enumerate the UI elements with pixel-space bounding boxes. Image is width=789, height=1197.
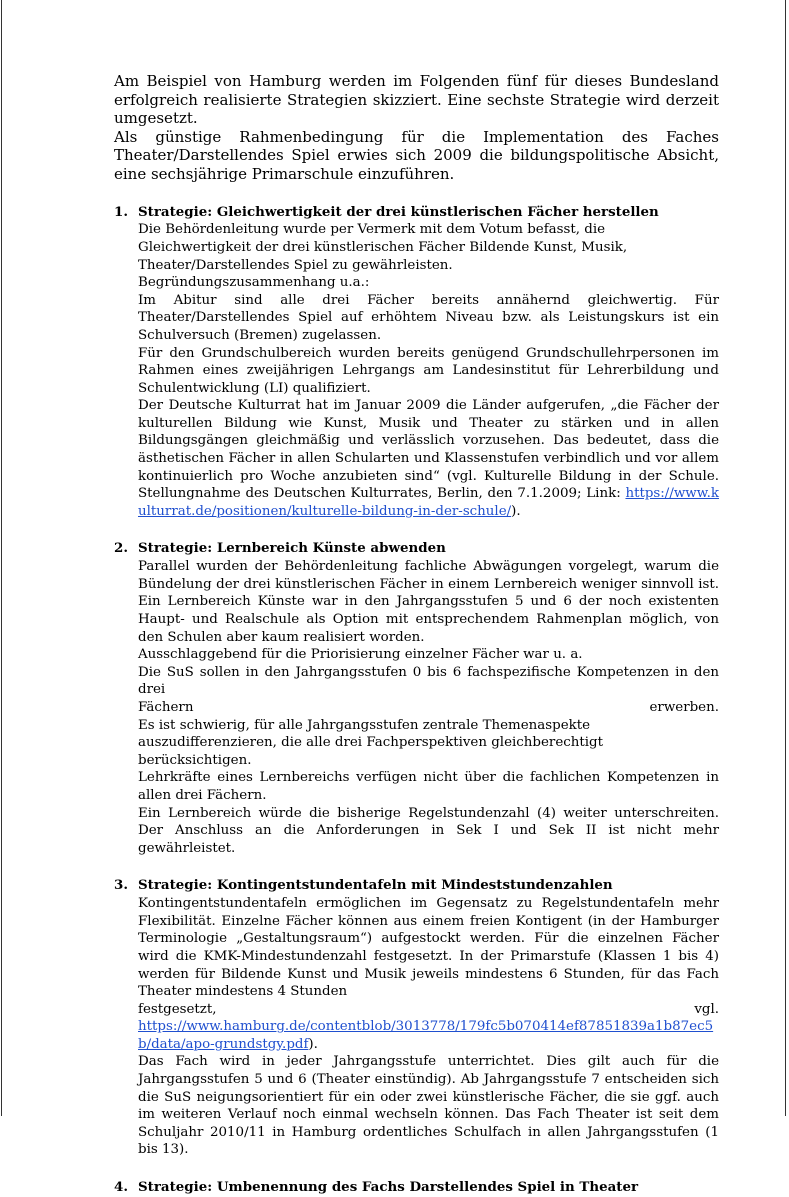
intro-paragraph: Am Beispiel von Hamburg werden im Folgenden fünf für dieses Bundesland erfolgreich realisierte Strategien skizziert. Eine sechste Strategie wird derzeit umgesetzt. <box>114 72 719 128</box>
strategy-section-3 <box>114 877 719 1159</box>
line-start: festgesetzt, <box>138 1001 217 1017</box>
strategy-title: Strategie: Lernbereich Künste abwenden <box>138 540 446 557</box>
line-end: erwerben. <box>649 700 719 715</box>
strategy-number: 4. <box>114 1179 128 1196</box>
intro-section <box>114 72 719 184</box>
strategy-paragraph: Begründungszusammenhang u.a.: <box>138 275 370 291</box>
strategy-paragraph: Im Abitur sind alle drei Fächer bereits annähernd gleichwertig. Für Theater/Darstellendes Spiel auf erhöhtem Niveau bzw. als Leistungskurs ist ein Schulversuch (Bremen) zugelassen. <box>138 292 719 343</box>
strategy-paragraph: Kontingentstundentafeln ermöglichen im Gegensatz zu Regelstundentafeln mehr Flexibilität. Einzelne Fächer können aus einem freien Kontigent (in der Hamburger Terminologie „Gestaltungsraum“) aufgestockt werden. Für die einzelnen Fächer wird die KMK-Mindestundenzahl festgesetzt. In der Primarstufe (Klassen 1 bis 4) werden für Bildende Kunst und Musik jeweils mindestens 6 Stunden, für das Fach Theater mindestens 4 Stunden <box>138 896 719 1000</box>
strategy-section-4 <box>114 1179 719 1197</box>
hamburg-apo-link[interactable]: https://www.hamburg.de/contentblob/3013778/179fc5b070414ef87851839a1b87ec5b/data/apo-grundstgy.pdf <box>138 1019 714 1052</box>
document-content <box>114 72 719 1197</box>
intro-paragraph: Als günstige Rahmenbedingung für die Implementation des Faches Theater/Darstellendes Spiel erwies sich 2009 die bildungspolitische Absicht, eine sechsjährige Primarschule einzuführen. <box>114 127 719 183</box>
strategy-paragraph <box>138 1018 719 1053</box>
strategy-paragraph <box>138 397 719 520</box>
strategy-paragraph: Lehrkräfte eines Lernbereichs verfügen nicht über die fachlichen Kompetenzen in allen drei Fächern. <box>138 770 719 803</box>
line-start: Fächern <box>138 700 194 715</box>
strategy-title: Strategie: Umbenennung des Fachs Darstellendes Spiel in Theater <box>138 1179 639 1196</box>
strategy-paragraph: Das Fach wird in jeder Jahrgangsstufe unterrichtet. Dies gilt auch für die Jahrgangsstufen 5 und 6 (Theater einstündig). Ab Jahrgangsstufe 7 entscheiden sich die SuS neigungsorientiert für ein oder zwei künstlerische Fächer, die sie ggf. auch im weiteren Verlauf noch einmal wechseln können. Das Fach Theater ist seit dem Schuljahr 2010/11 in Hamburg ordentliches Schulfach in allen Jahrgangsstufen (1 bis 13). <box>138 1054 719 1158</box>
strategy-title: Strategie: Kontingentstundentafeln mit Mindeststundenzahlen <box>138 877 613 894</box>
strategy-section-1 <box>114 204 719 521</box>
strategy-paragraph: Es ist schwierig, für alle Jahrgangsstufen zentrale Themenaspekte auszudifferenzieren, die alle drei Fachperspektiven gleichberechtigt berücksichtigen. <box>138 717 603 768</box>
justified-line <box>138 699 719 717</box>
strategy-title: Strategie: Gleichwertigkeit der drei künstlerischen Fächer herstellen <box>138 203 659 220</box>
link-suffix: ). <box>308 1036 318 1052</box>
strategy-paragraph: Die SuS sollen in den Jahrgangsstufen 0 bis 6 fachspezifische Kompetenzen in den drei <box>138 664 719 698</box>
kulturrat-link[interactable]: https://www.kulturrat.de/positionen/kulturelle-bildung-in-der-schule/ <box>138 486 719 519</box>
strategy-number: 2. <box>114 540 128 557</box>
strategy-paragraph: Für den Grundschulbereich wurden bereits genügend Grundschullehrpersonen im Rahmen eines zweijährigen Lehrgangs am Landesinstitut für Lehrerbildung und Schulentwicklung (LI) qualifiziert. <box>138 345 719 396</box>
link-suffix: ). <box>511 503 521 519</box>
justified-line <box>138 1001 719 1019</box>
strategy-paragraph: Die Behördenleitung wurde per Vermerk mit dem Votum befasst, die Gleichwertigkeit der drei künstlerischen Fächer Bildende Kunst, Musik, Theater/Darstellendes Spiel zu gewährleisten. <box>138 222 628 273</box>
strategy-number: 1. <box>114 203 128 220</box>
strategy-paragraph: Ausschlaggebend für die Priorisierung einzelner Fächer war u. a. <box>138 647 583 663</box>
strategy-number: 3. <box>114 877 128 894</box>
line-end: vgl. <box>694 1001 719 1017</box>
strategy-section-2 <box>114 540 719 857</box>
strategy-paragraph: Ein Lernbereich würde die bisherige Regelstundenzahl (4) weiter unterschreiten. Der Anschluss an die Anforderungen in Sek I und Sek II ist nicht mehr gewährleistet. <box>138 805 719 856</box>
strategy-paragraph: Parallel wurden der Behördenleitung fachliche Abwägungen vorgelegt, warum die Bündelung der drei künstlerischen Fächer in einem Lernbereich weniger sinnvoll ist. Ein Lernbereich Künste war in den Jahrgangsstufen 5 und 6 der noch existenten Haupt- und Realschule als Option mit entsprechendem Rahmenplan möglich, von den Schulen aber kaum realisiert worden. <box>138 559 719 645</box>
quote-text: Der Deutsche Kulturrat hat im Januar 2009 die Länder aufgerufen, „die Fächer der kulturellen Bildung wie Kunst, Musik und Theater zu stärken und in allen Bildungsgängen gleichmäßig und verlässlich vorzusehen. Das bedeutet, dass die ästhetischen Fächer in allen Schularten und Klassenstufen verbindlich und vor allem kontinuierlich pro Woche anzubieten sind“ (vgl. Kulturelle Bildung in der Schule. Stellungnahme des Deutschen Kulturrates, Berlin, den 7.1.2009; Link: <box>138 398 719 502</box>
